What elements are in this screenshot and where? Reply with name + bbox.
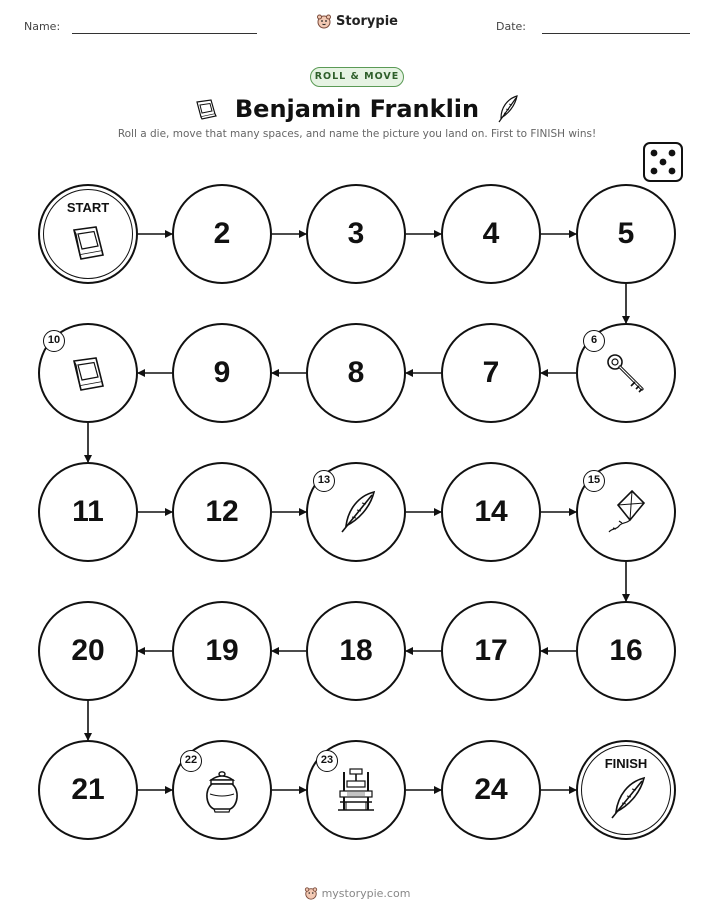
space-22 xyxy=(172,740,272,840)
space-6 xyxy=(576,323,676,423)
footer-url: mystorypie.com xyxy=(321,886,411,900)
space-number: 2 xyxy=(213,217,231,250)
space-number: 20 xyxy=(71,634,105,667)
quill-icon xyxy=(332,488,380,536)
space-number-badge: 13 xyxy=(313,470,335,492)
finish-label: FINISH xyxy=(604,756,648,771)
space-17 xyxy=(441,601,541,701)
space-start xyxy=(38,184,138,284)
book-icon xyxy=(64,349,112,397)
space-number: 5 xyxy=(617,217,635,250)
space-23 xyxy=(306,740,406,840)
space-number: 3 xyxy=(347,217,365,250)
space-number: 4 xyxy=(482,217,500,250)
space-2 xyxy=(172,184,272,284)
space-number: 21 xyxy=(71,773,105,806)
space-19 xyxy=(172,601,272,701)
space-18 xyxy=(306,601,406,701)
game-type-badge: ROLL & MOVE xyxy=(310,67,404,87)
space-number: 16 xyxy=(609,634,643,667)
space-10 xyxy=(38,323,138,423)
space-9 xyxy=(172,323,272,423)
printing-press-icon xyxy=(332,766,380,814)
space-number-badge: 15 xyxy=(583,470,605,492)
space-number-badge: 23 xyxy=(316,750,338,772)
storypie-logo-icon xyxy=(304,886,318,900)
space-number: 18 xyxy=(339,634,373,667)
space-number-badge: 22 xyxy=(180,750,202,772)
key-icon xyxy=(602,349,650,397)
space-number: 9 xyxy=(213,356,231,389)
space-5 xyxy=(576,184,676,284)
book-icon xyxy=(64,218,112,266)
quill-icon xyxy=(602,774,650,822)
space-4 xyxy=(441,184,541,284)
footer xyxy=(0,885,714,904)
space-16 xyxy=(576,601,676,701)
space-number: 12 xyxy=(205,495,239,528)
pot-icon xyxy=(198,766,246,814)
space-3 xyxy=(306,184,406,284)
space-number: 19 xyxy=(205,634,239,667)
start-label: START xyxy=(66,200,110,215)
space-12 xyxy=(172,462,272,562)
space-15 xyxy=(576,462,676,562)
kite-icon xyxy=(602,488,650,536)
space-number: 24 xyxy=(474,773,508,806)
space-number-badge: 6 xyxy=(583,330,605,352)
space-11 xyxy=(38,462,138,562)
space-21 xyxy=(38,740,138,840)
space-number: 14 xyxy=(474,495,508,528)
brand-name: Storypie xyxy=(336,13,398,29)
space-24 xyxy=(441,740,541,840)
space-20 xyxy=(38,601,138,701)
space-number: 7 xyxy=(482,356,500,389)
space-14 xyxy=(441,462,541,562)
space-number-badge: 10 xyxy=(43,330,65,352)
space-number: 17 xyxy=(474,634,508,667)
space-7 xyxy=(441,323,541,423)
space-number: 11 xyxy=(72,495,104,528)
name-label: Name: xyxy=(24,20,61,33)
instructions: Roll a die, move that many spaces, and name the picture you land on. First to FINISH wins! xyxy=(117,128,597,140)
space-finish xyxy=(576,740,676,840)
space-number: 8 xyxy=(347,356,365,389)
date-label: Date: xyxy=(496,20,526,33)
space-8 xyxy=(306,323,406,423)
page-title: Benjamin Franklin xyxy=(234,95,480,123)
space-13 xyxy=(306,462,406,562)
